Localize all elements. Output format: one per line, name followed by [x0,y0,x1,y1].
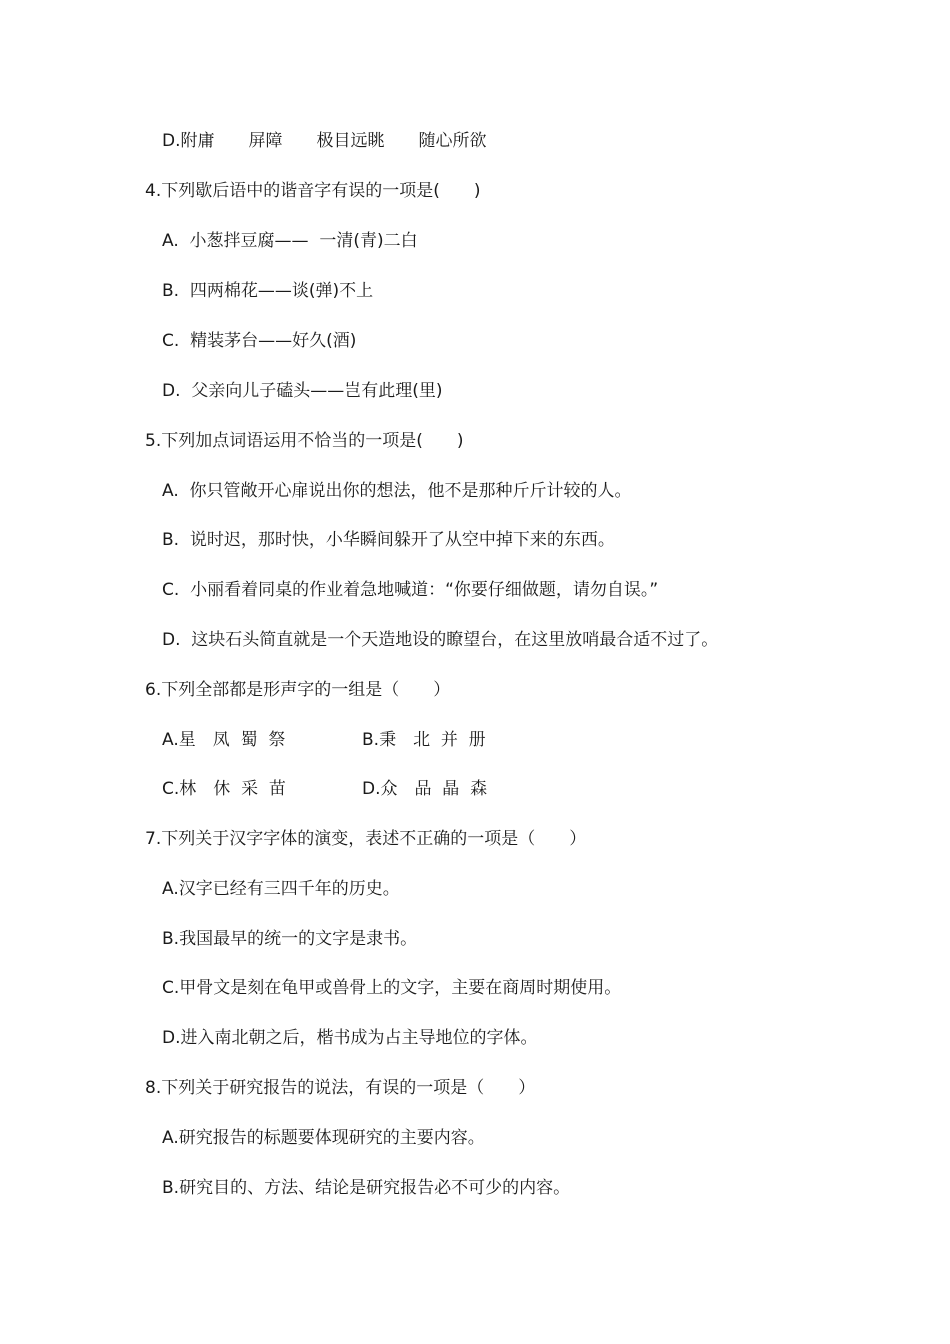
q5-option-a: A. 你只管敞开心扉说出你的想法，他不是那种斤斤计较的人。 [162,481,632,501]
q7-stem: 7.下列关于汉字字体的演变，表述不正确的一项是（ ） [145,829,587,849]
q6-stem: 6.下列全部都是形声字的一组是（ ） [145,680,451,700]
q6-option-d: D.众 品 晶 森 [362,779,488,799]
q4-option-a: A. 小葱拌豆腐—— 一清(青)二白 [162,231,418,251]
q4-stem: 4.下列歇后语中的谐音字有误的一项是( ) [145,181,481,201]
q7-option-d: D.进入南北朝之后，楷书成为占主导地位的字体。 [162,1028,538,1048]
q5-option-b: B. 说时迟，那时快，小华瞬间躲开了从空中掉下来的东西。 [162,530,615,550]
q3-option-d: D.附庸 屏障 极目远眺 随心所欲 [162,131,487,151]
q5-option-d: D. 这块石头简直就是一个天造地设的瞭望台，在这里放哨最合适不过了。 [162,630,719,650]
q8-option-b: B.研究目的、方法、结论是研究报告必不可少的内容。 [162,1178,571,1198]
q7-option-c: C.甲骨文是刻在龟甲或兽骨上的文字，主要在商周时期使用。 [162,978,622,998]
q4-option-d: D. 父亲向儿子磕头——岂有此理(里) [162,381,443,401]
q5-stem: 5.下列加点词语运用不恰当的一项是( ) [145,431,464,451]
q8-stem: 8.下列关于研究报告的说法，有误的一项是（ ） [145,1078,536,1098]
q5-option-c: C. 小丽看着同桌的作业着急地喊道：“你要仔细做题，请勿自误。” [162,580,659,600]
q6-option-a: A.星 凤 蜀 祭 [162,730,286,750]
q6-option-c: C.林 休 采 苗 [162,779,286,799]
q8-option-a: A.研究报告的标题要体现研究的主要内容。 [162,1128,485,1148]
q7-option-a: A.汉字已经有三四千年的历史。 [162,879,400,899]
q4-option-b: B. 四两棉花——谈(弹)不上 [162,281,374,301]
q7-option-b: B.我国最早的统一的文字是隶书。 [162,929,418,949]
q6-option-b: B.秉 北 并 册 [362,730,486,750]
q4-option-c: C. 精装茅台——好久(酒) [162,331,357,351]
